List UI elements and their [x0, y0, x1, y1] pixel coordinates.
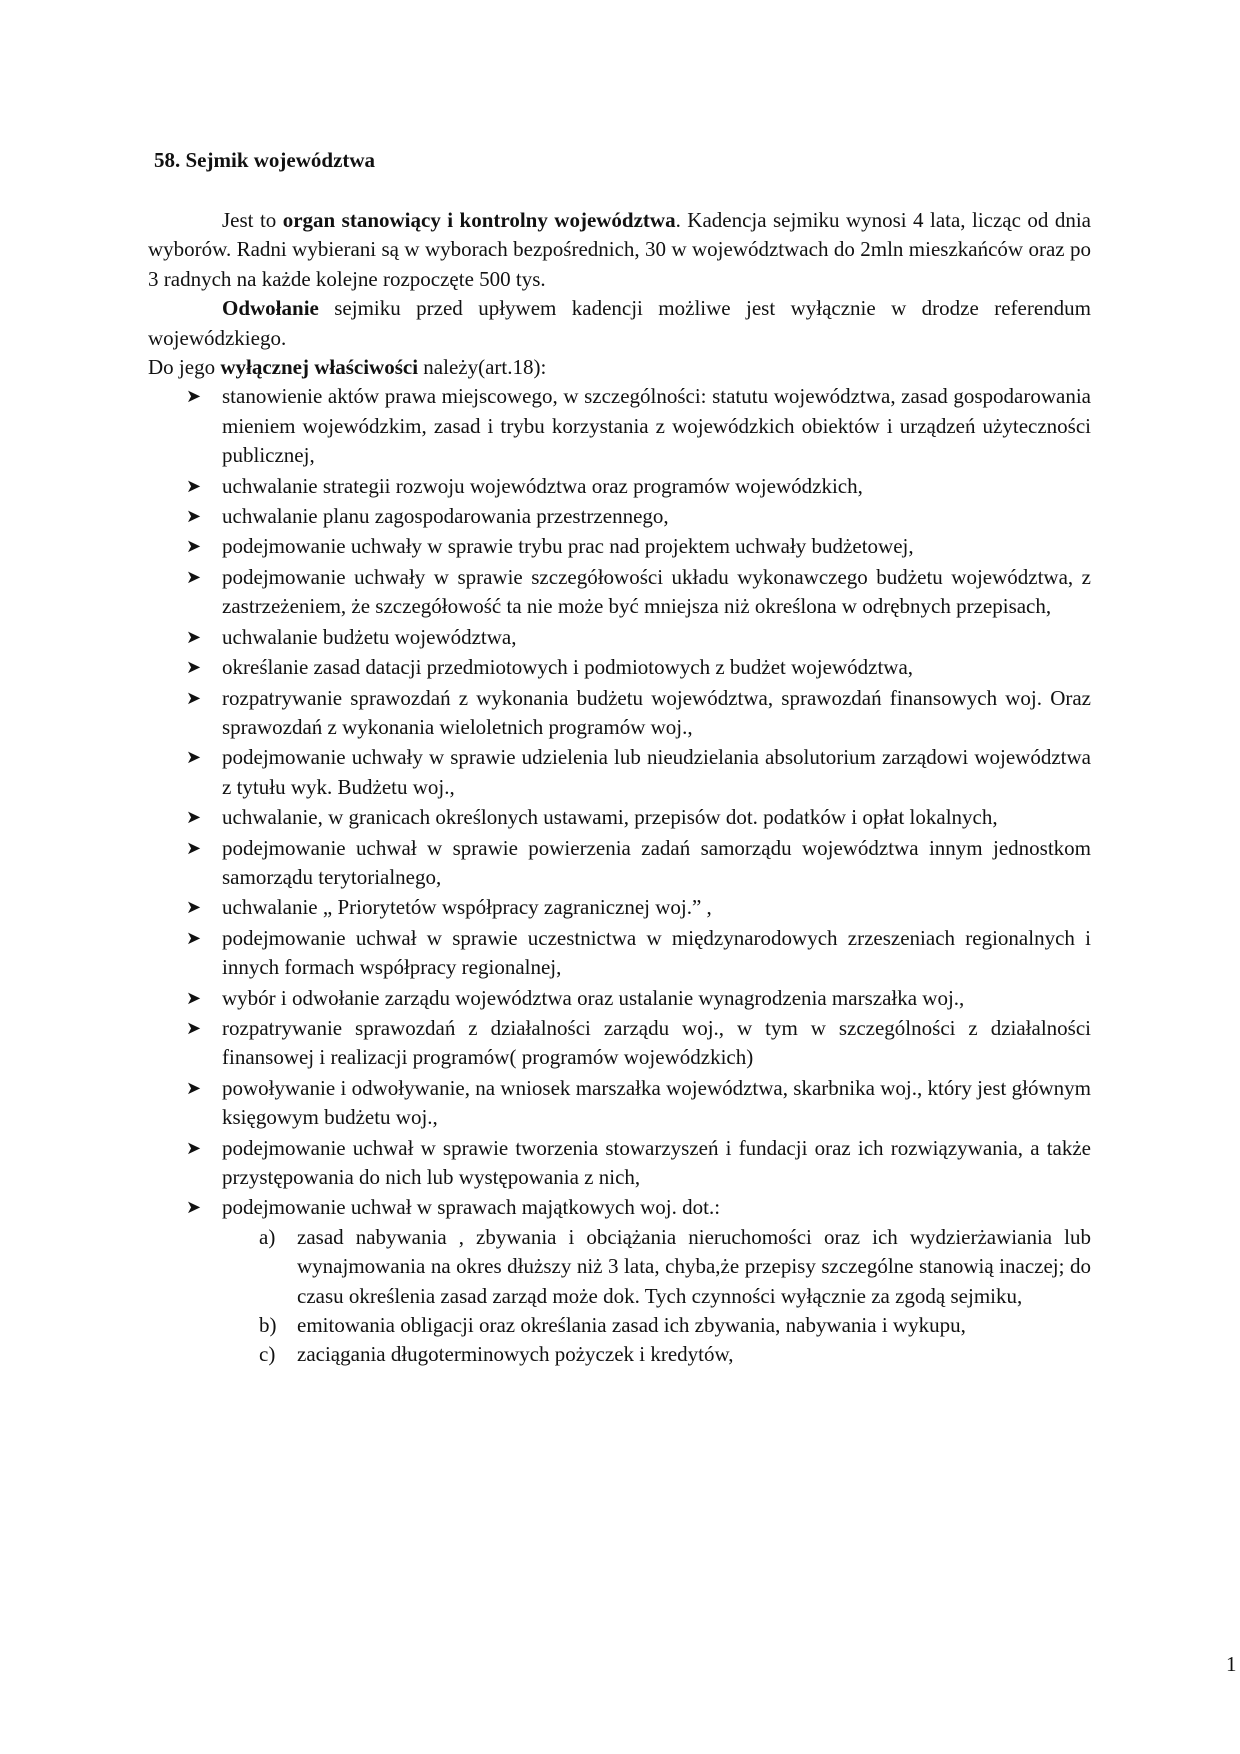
list-item-text: podejmowanie uchwał w sprawie uczestnictwa w międzynarodowych zrzeszeniach regionalnych i innych formach współpracy regionalnej, — [222, 925, 1091, 980]
page-number: 1 — [1226, 1652, 1237, 1676]
list-item — [148, 1074, 1091, 1133]
list-item — [148, 924, 1091, 983]
list-item — [148, 382, 1091, 470]
arrow-bullet-icon: ➤ — [186, 566, 202, 587]
list-item — [148, 563, 1091, 622]
sub-item-text: zaciągania długoterminowych pożyczek i kredytów, — [297, 1342, 734, 1367]
list-item — [148, 502, 1091, 531]
list-item-text: podejmowanie uchwały w sprawie udzielenia lub nieudzielania absolutorium zarządowi województwa z tytułu wyk. Budżetu woj., — [222, 745, 1091, 799]
arrow-bullet-icon: ➤ — [186, 837, 202, 858]
sub-item-letter: a) — [259, 1224, 276, 1249]
text: należy(art.18): — [418, 355, 547, 380]
arrow-bullet-icon: ➤ — [186, 475, 202, 496]
bold-text: wyłącznej właściwości — [220, 355, 419, 380]
arrow-bullet-icon: ➤ — [186, 687, 202, 708]
arrow-bullet-icon: ➤ — [186, 897, 202, 918]
list-item-text: podejmowanie uchwały w sprawie szczegółowości układu wykonawczego budżetu województwa, z zastrzeżeniem, że szczegółowość ta nie może być mniejsza niż określona w odrębnych przepisach, — [222, 564, 1091, 619]
paragraph-intro — [148, 206, 1091, 294]
list-item — [148, 743, 1091, 802]
list-item-text: uchwalanie strategii rozwoju województwa oraz programów wojewódzkich, — [222, 473, 863, 498]
sub-item-text: zasad nabywania , zbywania i obciążania nieruchomości oraz ich wydzierżawiania lub wynajmowania na okres dłuższy niż 3 lata, chyba,że przepisy szczególne stanowią inaczej; do czasu określenia zasad zarząd może dok. Tych czynności wyłącznie za zgodą sejmiku, — [297, 1224, 1091, 1308]
list-item — [148, 623, 1091, 652]
list-item-text: uchwalanie planu zagospodarowania przestrzennego, — [222, 504, 669, 529]
list-item-text: uchwalanie budżetu województwa, — [222, 624, 517, 649]
arrow-bullet-icon: ➤ — [186, 536, 202, 557]
list-item — [148, 893, 1091, 922]
list-item-text: uchwalanie, w granicach określonych ustawami, przepisów dot. podatków i opłat lokalnych, — [222, 805, 998, 830]
arrow-bullet-icon: ➤ — [186, 987, 202, 1008]
list-item-text: rozpatrywanie sprawozdań z działalności zarządu woj., w tym w szczególności z działalności finansowej i realizacji programów( programów wojewódzkich) — [222, 1015, 1091, 1070]
list-item-text: określanie zasad datacji przedmiotowych i podmiotowych z budżet województwa, — [222, 655, 914, 680]
list-item — [148, 803, 1091, 832]
list-item-text: podejmowanie uchwał w sprawie tworzenia stowarzyszeń i fundacji oraz ich rozwiązywania, a także przystępowania do nich lub występowania z nich, — [222, 1135, 1091, 1189]
arrow-bullet-icon: ➤ — [186, 1197, 202, 1218]
arrow-bullet-icon: ➤ — [186, 1077, 202, 1098]
competence-list — [148, 382, 1091, 1369]
list-item — [148, 1134, 1091, 1193]
list-item-text: powoływanie i odwoływanie, na wniosek marszałka województwa, skarbnika woj., który jest głównym księgowym budżetu woj., — [222, 1075, 1091, 1130]
list-item — [148, 653, 1091, 682]
text: . Kadencja sejmiku wynosi 4 lata, licząc od dnia wyborów. Radni wybierani są w wyborach bezpośrednich, 30 w województwach do 2mln mieszkańców oraz po 3 radnych na każde kolejne rozpoczęte 500 tys. — [148, 208, 1091, 291]
list-item-text: uchwalanie „ Priorytetów współpracy zagranicznej woj.” , — [222, 895, 712, 920]
paragraph-recall — [148, 294, 1091, 353]
arrow-bullet-icon: ➤ — [186, 386, 202, 407]
list-item — [148, 1014, 1091, 1073]
list-item — [148, 984, 1091, 1013]
list-item — [148, 834, 1091, 893]
arrow-bullet-icon: ➤ — [186, 747, 202, 768]
list-item — [148, 532, 1091, 561]
sub-item-letter: c) — [259, 1342, 276, 1367]
arrow-bullet-icon: ➤ — [186, 927, 202, 948]
sub-item-letter: b) — [259, 1313, 277, 1338]
bold-text: organ stanowiący i kontrolny województwa — [282, 208, 676, 232]
document-body — [148, 206, 1091, 1371]
list-item-text: podejmowanie uchwał w sprawie powierzenia zadań samorządu województwa innym jednostkom samorządu terytorialnego, — [222, 835, 1091, 889]
arrow-bullet-icon: ➤ — [186, 807, 202, 828]
sub-list-item — [148, 1340, 1091, 1369]
sub-list — [222, 1223, 1091, 1370]
list-item-text: podejmowanie uchwały w sprawie trybu prac nad projektem uchwały budżetowej, — [222, 534, 914, 559]
text: Jest to — [222, 208, 283, 232]
list-item-text: stanowienie aktów prawa miejscowego, w szczególności: statutu województwa, zasad gospodarowania mieniem wojewódzkim, zasad i trybu korzystania z wojewódzkich obiektów i urządzeń użyteczności publicznej, — [222, 384, 1091, 468]
arrow-bullet-icon: ➤ — [186, 657, 202, 678]
paragraph-competences — [148, 353, 1091, 382]
arrow-bullet-icon: ➤ — [186, 506, 202, 527]
arrow-bullet-icon: ➤ — [186, 1017, 202, 1038]
text: sejmiku przed upływem kadencji możliwe jest wyłącznie w drodze referendum wojewódzkiego. — [148, 296, 1091, 350]
list-item-text: podejmowanie uchwał w sprawach majątkowych woj. dot.: — [222, 1195, 721, 1220]
list-item — [148, 1193, 1091, 1369]
sub-list-item — [148, 1223, 1091, 1311]
sub-list-item — [148, 1311, 1091, 1340]
text: Do jego — [148, 355, 221, 380]
list-item-text: wybór i odwołanie zarządu województwa oraz ustalanie wynagrodzenia marszałka woj., — [222, 985, 965, 1010]
list-item — [148, 472, 1091, 501]
arrow-bullet-icon: ➤ — [186, 626, 202, 647]
list-item-text: rozpatrywanie sprawozdań z wykonania budżetu województwa, sprawozdań finansowych woj. Oraz sprawozdań z wykonania wieloletnich programów woj., — [222, 685, 1091, 739]
bold-text: Odwołanie — [222, 296, 319, 321]
sub-item-text: emitowania obligacji oraz określania zasad ich zbywania, nabywania i wykupu, — [297, 1313, 966, 1338]
section-title: 58. Sejmik województwa — [154, 148, 376, 172]
arrow-bullet-icon: ➤ — [186, 1137, 202, 1158]
list-item — [148, 684, 1091, 743]
